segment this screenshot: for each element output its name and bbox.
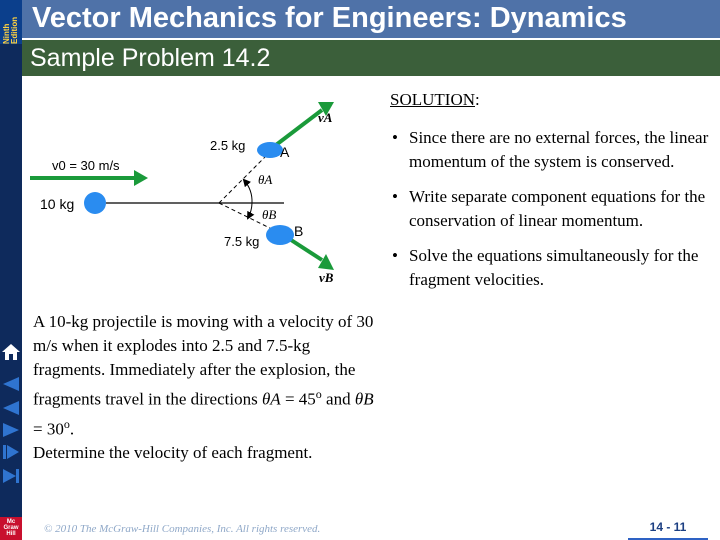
previous-slide-icon[interactable] bbox=[0, 396, 22, 420]
mass-10-label: 10 kg bbox=[40, 196, 75, 212]
va-label: vA bbox=[318, 110, 333, 125]
theta-b-value: = 30 bbox=[33, 419, 64, 439]
va-arrow bbox=[272, 102, 334, 148]
step-text: Write separate component equations for the conservation of linear momentum. bbox=[409, 187, 706, 230]
subtitle-bar bbox=[22, 40, 720, 76]
bullet-dot: • bbox=[392, 246, 398, 265]
degree-a: o bbox=[315, 387, 322, 401]
point-b-label: B bbox=[294, 223, 304, 239]
theta-b-label: θB bbox=[262, 207, 277, 222]
theta-a-value: = 45 bbox=[280, 389, 316, 409]
projectile-circle bbox=[84, 192, 106, 214]
fragment-b bbox=[266, 225, 294, 245]
edition-label: Ninth Edition bbox=[2, 16, 19, 44]
title-bar bbox=[22, 0, 720, 38]
section-title: Sample Problem 14.2 bbox=[30, 44, 271, 72]
solution-heading bbox=[390, 90, 480, 110]
degree-b: o bbox=[63, 416, 70, 431]
solution-colon: : bbox=[475, 90, 480, 109]
last-slide-icon[interactable] bbox=[0, 440, 22, 464]
mass-a-label: 2.5 kg bbox=[210, 138, 246, 153]
v0-label: v0 = 30 m/s bbox=[52, 158, 120, 173]
step-text: Since there are no external forces, the linear momentum of the system is conserved. bbox=[409, 128, 709, 171]
next-slide-icon[interactable] bbox=[0, 418, 22, 442]
solution-step bbox=[388, 126, 713, 174]
step-text: Solve the equations simultaneously for the fragment velocities. bbox=[409, 246, 699, 289]
copyright-notice: © 2010 The McGraw-Hill Companies, Inc. All rights reserved. bbox=[44, 523, 321, 535]
edition-badge bbox=[0, 0, 22, 44]
problem-text: A 10-kg projectile is moving with a velocity of 30 m/s when it explodes into 2.5 and 7.5-kg fragments. Immediately after the explosion, the fragments travel in the directions bbox=[33, 312, 374, 409]
period: . bbox=[69, 419, 75, 439]
problem-statement bbox=[33, 310, 378, 441]
theta-a-symbol: θA bbox=[261, 389, 281, 409]
mass-b-label: 7.5 kg bbox=[224, 234, 260, 249]
bullet-dot: • bbox=[392, 128, 398, 147]
solution-steps bbox=[388, 126, 713, 303]
theta-b-symbol: θB bbox=[354, 389, 374, 409]
problem-question: Determine the velocity of each fragment. bbox=[33, 443, 313, 462]
solution-heading-text: SOLUTION bbox=[390, 90, 475, 109]
angle-arc-a bbox=[244, 180, 252, 203]
theta-a-label: θA bbox=[258, 172, 273, 187]
page-number: 14 - 11 bbox=[649, 520, 687, 534]
first-slide-icon[interactable] bbox=[0, 372, 22, 396]
solution-step bbox=[388, 185, 713, 233]
bullet-dot: • bbox=[392, 187, 398, 206]
vb-arrow bbox=[288, 238, 334, 270]
and-text: and bbox=[321, 389, 355, 409]
page-title: Vector Mechanics for Engineers: Dynamics bbox=[32, 2, 627, 34]
angle-arc-b bbox=[248, 203, 252, 218]
explosion-diagram bbox=[22, 88, 372, 288]
end-icon[interactable] bbox=[0, 464, 22, 488]
point-a-label: A bbox=[280, 144, 290, 160]
publisher-logo: Mc Graw Hill bbox=[0, 517, 22, 540]
home-icon[interactable] bbox=[0, 340, 22, 364]
solution-step bbox=[388, 244, 713, 292]
vb-label: vB bbox=[319, 270, 334, 285]
